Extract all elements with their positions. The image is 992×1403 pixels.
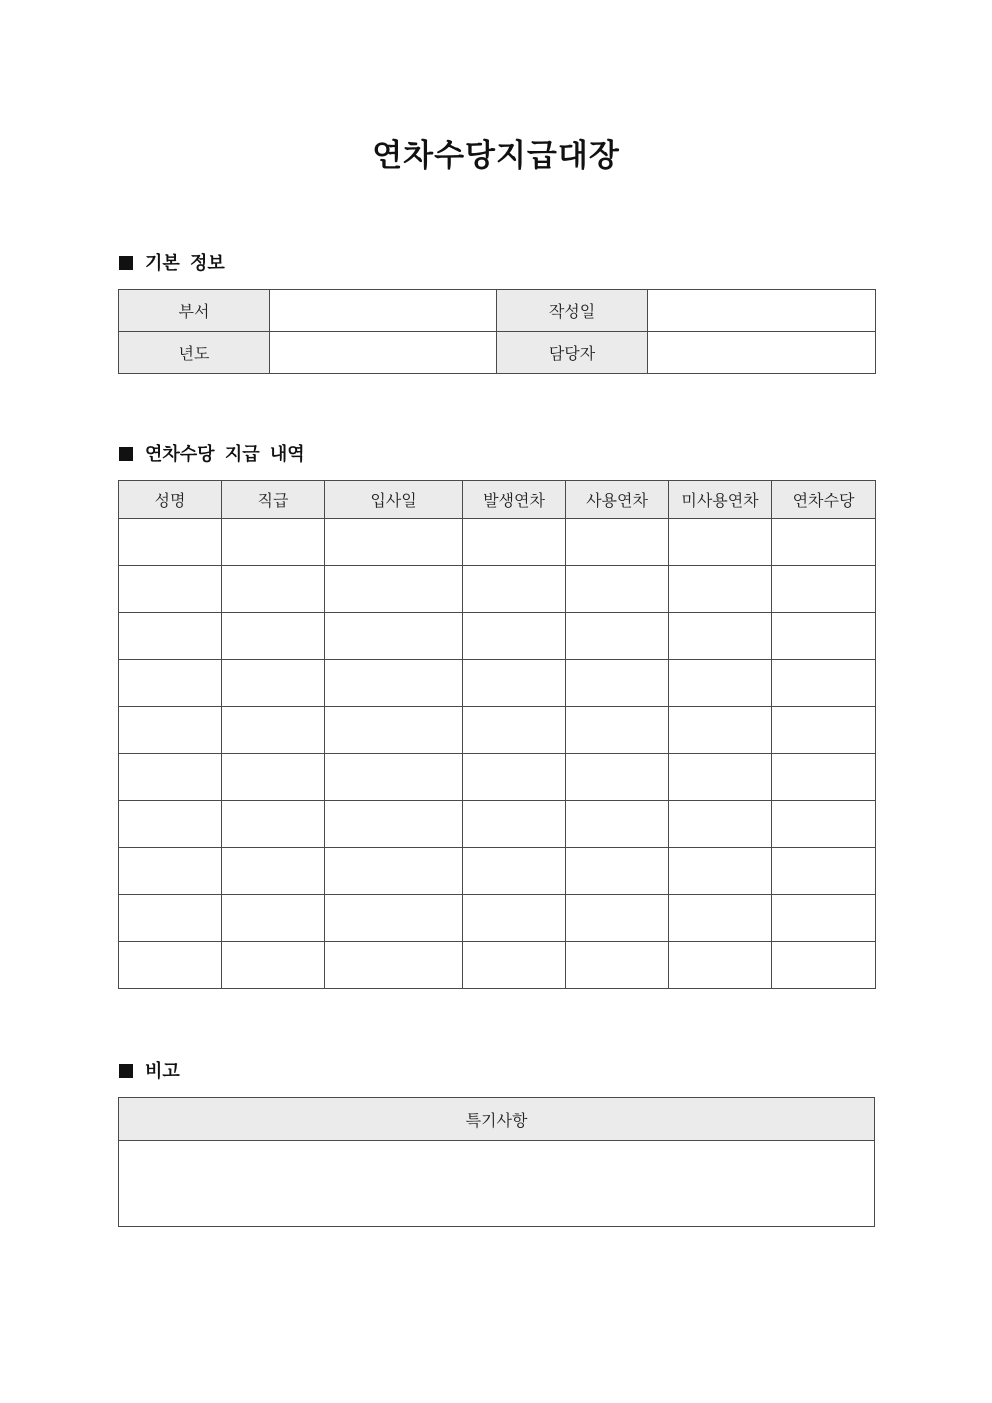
cell-used-leave[interactable] — [566, 895, 669, 942]
column-header-unused-leave: 미사용연차 — [669, 481, 772, 519]
table-row — [119, 290, 876, 332]
table-row — [119, 848, 876, 895]
table-row — [119, 613, 876, 660]
cell-name[interactable] — [119, 519, 222, 566]
table-row — [119, 942, 876, 989]
year-value[interactable] — [270, 332, 497, 374]
cell-unused-leave[interactable] — [669, 754, 772, 801]
cell-accrued-leave[interactable] — [463, 848, 566, 895]
year-label: 년도 — [119, 332, 270, 374]
square-bullet-icon — [119, 447, 133, 461]
cell-leave-allowance[interactable] — [772, 801, 876, 848]
column-header-leave-allowance: 연차수당 — [772, 481, 876, 519]
cell-used-leave[interactable] — [566, 519, 669, 566]
column-header-name: 성명 — [119, 481, 222, 519]
department-value[interactable] — [270, 290, 497, 332]
table-row — [119, 1141, 875, 1227]
date-written-value[interactable] — [648, 290, 876, 332]
cell-name[interactable] — [119, 895, 222, 942]
table-row — [119, 660, 876, 707]
section-heading-remarks — [119, 1060, 180, 1084]
cell-hire-date[interactable] — [325, 754, 463, 801]
cell-name[interactable] — [119, 660, 222, 707]
remarks-table — [118, 1097, 875, 1227]
cell-position[interactable] — [222, 754, 325, 801]
table-row — [119, 895, 876, 942]
allowance-table-body — [119, 519, 876, 989]
cell-used-leave[interactable] — [566, 754, 669, 801]
cell-position[interactable] — [222, 613, 325, 660]
cell-used-leave[interactable] — [566, 801, 669, 848]
cell-used-leave[interactable] — [566, 707, 669, 754]
cell-unused-leave[interactable] — [669, 895, 772, 942]
section-heading-label: 연차수당 지급 내역 — [145, 444, 305, 465]
cell-used-leave[interactable] — [566, 613, 669, 660]
cell-unused-leave[interactable] — [669, 942, 772, 989]
cell-position[interactable] — [222, 519, 325, 566]
cell-accrued-leave[interactable] — [463, 519, 566, 566]
cell-accrued-leave[interactable] — [463, 942, 566, 989]
section-heading-allowance — [119, 443, 305, 467]
cell-accrued-leave[interactable] — [463, 707, 566, 754]
column-header-hire-date: 입사일 — [325, 481, 463, 519]
cell-name[interactable] — [119, 707, 222, 754]
cell-name[interactable] — [119, 613, 222, 660]
section-heading-label: 비고 — [145, 1061, 180, 1082]
cell-name[interactable] — [119, 801, 222, 848]
cell-position[interactable] — [222, 566, 325, 613]
cell-position[interactable] — [222, 707, 325, 754]
table-row — [119, 754, 876, 801]
cell-used-leave[interactable] — [566, 942, 669, 989]
cell-unused-leave[interactable] — [669, 707, 772, 754]
column-header-used-leave: 사용연차 — [566, 481, 669, 519]
cell-unused-leave[interactable] — [669, 519, 772, 566]
cell-leave-allowance[interactable] — [772, 754, 876, 801]
cell-leave-allowance[interactable] — [772, 895, 876, 942]
square-bullet-icon — [119, 1064, 133, 1078]
cell-position[interactable] — [222, 660, 325, 707]
department-label: 부서 — [119, 290, 270, 332]
table-row — [119, 332, 876, 374]
cell-used-leave[interactable] — [566, 660, 669, 707]
allowance-table — [118, 480, 876, 989]
square-bullet-icon — [119, 256, 133, 270]
document-title: 연차수당지급대장 — [372, 138, 620, 174]
cell-name[interactable] — [119, 754, 222, 801]
cell-position[interactable] — [222, 801, 325, 848]
column-header-accrued-leave: 발생연차 — [463, 481, 566, 519]
cell-name[interactable] — [119, 566, 222, 613]
cell-hire-date[interactable] — [325, 801, 463, 848]
table-row — [119, 801, 876, 848]
cell-hire-date[interactable] — [325, 613, 463, 660]
table-header-row — [119, 481, 876, 519]
cell-name[interactable] — [119, 942, 222, 989]
cell-hire-date[interactable] — [325, 942, 463, 989]
section-heading-label: 기본 정보 — [145, 253, 225, 274]
cell-hire-date[interactable] — [325, 707, 463, 754]
cell-used-leave[interactable] — [566, 566, 669, 613]
cell-position[interactable] — [222, 895, 325, 942]
cell-leave-allowance[interactable] — [772, 566, 876, 613]
cell-accrued-leave[interactable] — [463, 566, 566, 613]
column-header-position: 직급 — [222, 481, 325, 519]
cell-position[interactable] — [222, 942, 325, 989]
cell-unused-leave[interactable] — [669, 566, 772, 613]
cell-accrued-leave[interactable] — [463, 895, 566, 942]
cell-accrued-leave[interactable] — [463, 613, 566, 660]
cell-leave-allowance[interactable] — [772, 613, 876, 660]
cell-unused-leave[interactable] — [669, 660, 772, 707]
special-notes-header: 특기사항 — [119, 1098, 875, 1141]
cell-leave-allowance[interactable] — [772, 707, 876, 754]
cell-hire-date[interactable] — [325, 519, 463, 566]
cell-hire-date[interactable] — [325, 566, 463, 613]
cell-leave-allowance[interactable] — [772, 942, 876, 989]
date-written-label: 작성일 — [497, 290, 648, 332]
cell-unused-leave[interactable] — [669, 848, 772, 895]
cell-used-leave[interactable] — [566, 848, 669, 895]
cell-position[interactable] — [222, 848, 325, 895]
cell-hire-date[interactable] — [325, 848, 463, 895]
cell-hire-date[interactable] — [325, 895, 463, 942]
person-in-charge-label: 담당자 — [497, 332, 648, 374]
section-heading-basic-info — [119, 252, 225, 276]
table-row — [119, 566, 876, 613]
cell-name[interactable] — [119, 848, 222, 895]
basic-info-table — [118, 289, 876, 374]
cell-unused-leave[interactable] — [669, 613, 772, 660]
cell-accrued-leave[interactable] — [463, 660, 566, 707]
cell-leave-allowance[interactable] — [772, 519, 876, 566]
table-row — [119, 519, 876, 566]
cell-leave-allowance[interactable] — [772, 660, 876, 707]
cell-leave-allowance[interactable] — [772, 848, 876, 895]
cell-accrued-leave[interactable] — [463, 754, 566, 801]
special-notes-content[interactable] — [119, 1141, 875, 1227]
cell-unused-leave[interactable] — [669, 801, 772, 848]
cell-accrued-leave[interactable] — [463, 801, 566, 848]
table-row — [119, 707, 876, 754]
cell-hire-date[interactable] — [325, 660, 463, 707]
person-in-charge-value[interactable] — [648, 332, 876, 374]
table-header-row — [119, 1098, 875, 1141]
